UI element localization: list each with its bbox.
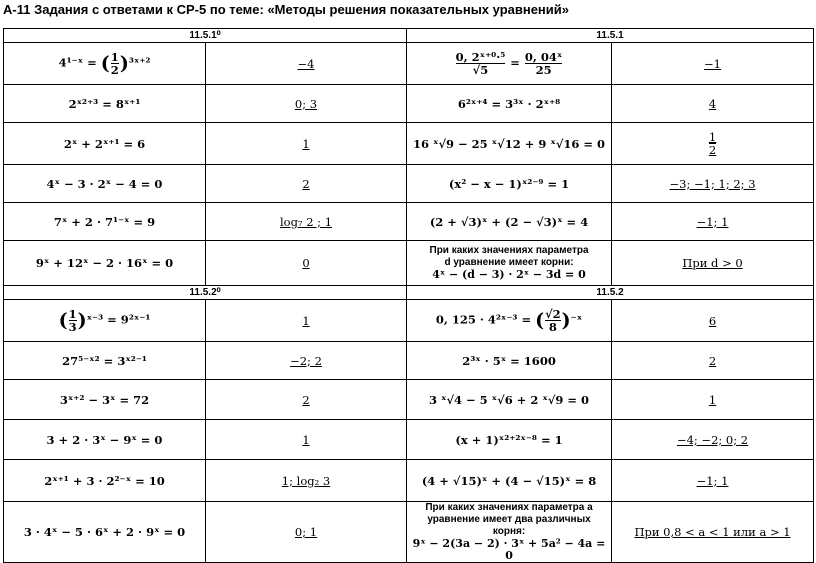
table-row xyxy=(4,123,814,165)
exponent: ⁻ˣ xyxy=(570,312,583,327)
parameter-task-cell xyxy=(407,241,612,286)
answer-cell xyxy=(206,300,407,342)
answer-cell xyxy=(612,203,814,241)
answer-cell xyxy=(612,420,814,460)
section-header-left: 11.5.1⁰ xyxy=(4,29,407,43)
equation-cell: 3 · 4ˣ − 5 · 6ˣ + 2 · 9ˣ = 0 xyxy=(4,502,206,563)
answer-text: 0; 1 xyxy=(294,525,318,539)
task-text: корня: xyxy=(492,526,526,537)
equation-cell: (2 + √3)ˣ + (2 − √3)ˣ = 4 xyxy=(407,203,612,241)
task-text: d уравнение имеет корни: xyxy=(444,257,574,268)
table-row xyxy=(4,203,814,241)
table-row xyxy=(4,85,814,123)
answer-cell xyxy=(206,123,407,165)
equation-cell: 27⁵⁻ˣ² = 3ˣ²⁻¹ xyxy=(4,342,206,380)
answer-text: 6 xyxy=(708,313,717,328)
fraction-den: 2 xyxy=(110,63,119,77)
equation-cell: (x² − x − 1)ˣ²⁻⁹ = 1 xyxy=(407,165,612,203)
answer-cell xyxy=(612,460,814,502)
table-row xyxy=(4,241,814,286)
answer-text: 2 xyxy=(302,176,310,191)
paren-open: ( xyxy=(100,52,110,75)
answer-text: 1 xyxy=(302,313,310,328)
answer-text: 1; log₂ 3 xyxy=(281,473,331,488)
table-row xyxy=(4,502,814,563)
answer-text: −1 xyxy=(704,56,721,71)
fraction xyxy=(545,308,561,333)
answer-cell xyxy=(206,241,407,286)
equation-cell xyxy=(407,43,612,85)
answer-text: −1; 1 xyxy=(696,473,729,488)
equation-cell: 3ˣ⁺² − 3ˣ = 72 xyxy=(4,380,206,420)
section-header-left: 11.5.2⁰ xyxy=(4,286,407,300)
equation-text: = 9²ˣ⁻¹ xyxy=(107,312,151,327)
answer-cell xyxy=(612,43,814,85)
section-header-row xyxy=(4,29,814,43)
answer-text: 0 xyxy=(302,256,310,270)
tasks-table xyxy=(3,28,814,563)
equation-cell: 2ˣ⁺¹ + 3 · 2²⁻ˣ = 10 xyxy=(4,460,206,502)
answer-cell xyxy=(206,85,407,123)
answer-text: −3; −1; 1; 2; 3 xyxy=(669,176,756,191)
equation-cell: 3 + 2 · 3ˣ − 9ˣ = 0 xyxy=(4,420,206,460)
answer-text: log₇ 2 ; 1 xyxy=(279,214,333,229)
fraction-den: 25 xyxy=(535,63,552,77)
fraction-num: √2 xyxy=(545,307,561,321)
answer-cell xyxy=(612,85,814,123)
answer-cell xyxy=(612,380,814,420)
parameter-task-cell xyxy=(407,502,612,563)
answer-cell xyxy=(206,460,407,502)
equation-cell: 4ˣ − 3 · 2ˣ − 4 = 0 xyxy=(4,165,206,203)
fraction-den: 2 xyxy=(708,143,717,157)
equation-cell: (x + 1)ˣ²⁺²ˣ⁻⁸ = 1 xyxy=(407,420,612,460)
exponent: ˣ⁻³ xyxy=(86,312,104,327)
fraction-num: 1 xyxy=(68,307,77,321)
fraction-den: √5 xyxy=(472,63,489,77)
equation-cell: (4 + √15)ˣ + (4 − √15)ˣ = 8 xyxy=(407,460,612,502)
answer-cell xyxy=(612,342,814,380)
answer-text: При d > 0 xyxy=(682,256,743,270)
answer-cell xyxy=(206,342,407,380)
equation-text: 9ˣ − 2(3a − 2) · 3ˣ + 5a² − 4a = 0 xyxy=(412,537,606,562)
answer-text: −1; 1 xyxy=(696,214,729,229)
equals-sign: = xyxy=(510,55,520,70)
answer-cell xyxy=(206,502,407,563)
table-row xyxy=(4,165,814,203)
answer-text: 2 xyxy=(708,353,717,368)
page-title: А-11 Задания с ответами к СР-5 по теме: «Методы решения показательных уравнений» xyxy=(3,2,570,17)
answer-text: 1 xyxy=(708,392,717,407)
equation-cell: 16 ˣ√9 − 25 ˣ√12 + 9 ˣ√16 = 0 xyxy=(407,123,612,165)
equation-cell xyxy=(4,300,206,342)
answer-cell xyxy=(206,165,407,203)
answer-text: 0; 3 xyxy=(294,96,318,111)
equation-cell: 2ˣ²⁺³ = 8ˣ⁺¹ xyxy=(4,85,206,123)
paren-close: ) xyxy=(561,309,571,332)
equation-cell: 6²ˣ⁺⁴ = 3³ˣ · 2ˣ⁺⁸ xyxy=(407,85,612,123)
paren-open: ( xyxy=(58,309,68,332)
fraction xyxy=(111,51,119,76)
task-text: уравнение имеет два различных xyxy=(427,514,591,525)
equation-cell: 9ˣ + 12ˣ − 2 · 16ˣ = 0 xyxy=(4,241,206,286)
answer-text: 1 xyxy=(302,432,310,447)
fraction-den: 8 xyxy=(548,320,557,334)
answer-fraction xyxy=(709,131,716,156)
answer-cell xyxy=(612,123,814,165)
equation-text: 0, 125 · 4²ˣ⁻³ = xyxy=(435,312,532,327)
equation-cell: 2ˣ + 2ˣ⁺¹ = 6 xyxy=(4,123,206,165)
fraction-num: 0, 2ˣ⁺⁰·⁵ xyxy=(455,50,506,64)
equation-cell: 3 ˣ√4 − 5 ˣ√6 + 2 ˣ√9 = 0 xyxy=(407,380,612,420)
equation-text: 4ˣ − (d − 3) · 2ˣ − 3d = 0 xyxy=(432,268,586,281)
answer-text: −2; 2 xyxy=(290,353,322,368)
answer-cell xyxy=(206,203,407,241)
answer-text: −4 xyxy=(297,56,315,71)
equation-cell xyxy=(4,43,206,85)
answer-cell xyxy=(612,241,814,286)
section-header-right: 11.5.1 xyxy=(407,29,814,43)
task-text: При каких значениях параметра xyxy=(429,245,589,256)
table-row xyxy=(4,43,814,85)
answer-cell xyxy=(206,420,407,460)
equation-text: 4¹⁻ˣ = xyxy=(58,55,97,70)
answer-cell xyxy=(206,380,407,420)
fraction-num: 1 xyxy=(708,130,717,144)
answer-cell xyxy=(612,165,814,203)
answer-text: 4 xyxy=(708,96,717,111)
table-row xyxy=(4,460,814,502)
table-row xyxy=(4,420,814,460)
paren-open: ( xyxy=(535,309,545,332)
fraction xyxy=(456,51,506,76)
exponent: ³ˣ⁺² xyxy=(128,55,151,70)
fraction xyxy=(69,308,77,333)
answer-text: 2 xyxy=(302,392,310,407)
section-header-right: 11.5.2 xyxy=(407,286,814,300)
answer-cell xyxy=(612,502,814,563)
fraction xyxy=(525,51,562,76)
equation-cell: 2³ˣ · 5ˣ = 1600 xyxy=(407,342,612,380)
paren-close: ) xyxy=(119,52,129,75)
paren-close: ) xyxy=(77,309,87,332)
equation-cell xyxy=(407,300,612,342)
fraction-den: 3 xyxy=(68,320,77,334)
answer-cell xyxy=(612,300,814,342)
equation-cell: 7ˣ + 2 · 7¹⁻ˣ = 9 xyxy=(4,203,206,241)
answer-text: 1 xyxy=(302,136,310,151)
fraction-num: 1 xyxy=(110,50,119,64)
fraction-num: 0, 04ˣ xyxy=(524,50,563,64)
table-row xyxy=(4,342,814,380)
section-header-row xyxy=(4,286,814,300)
table-row xyxy=(4,300,814,342)
task-text: При каких значениях параметра a xyxy=(425,502,593,513)
answer-text: −4; −2; 0; 2 xyxy=(676,432,749,447)
table-row xyxy=(4,380,814,420)
answer-cell xyxy=(206,43,407,85)
answer-text: При 0,8 < a < 1 или a > 1 xyxy=(634,525,791,539)
